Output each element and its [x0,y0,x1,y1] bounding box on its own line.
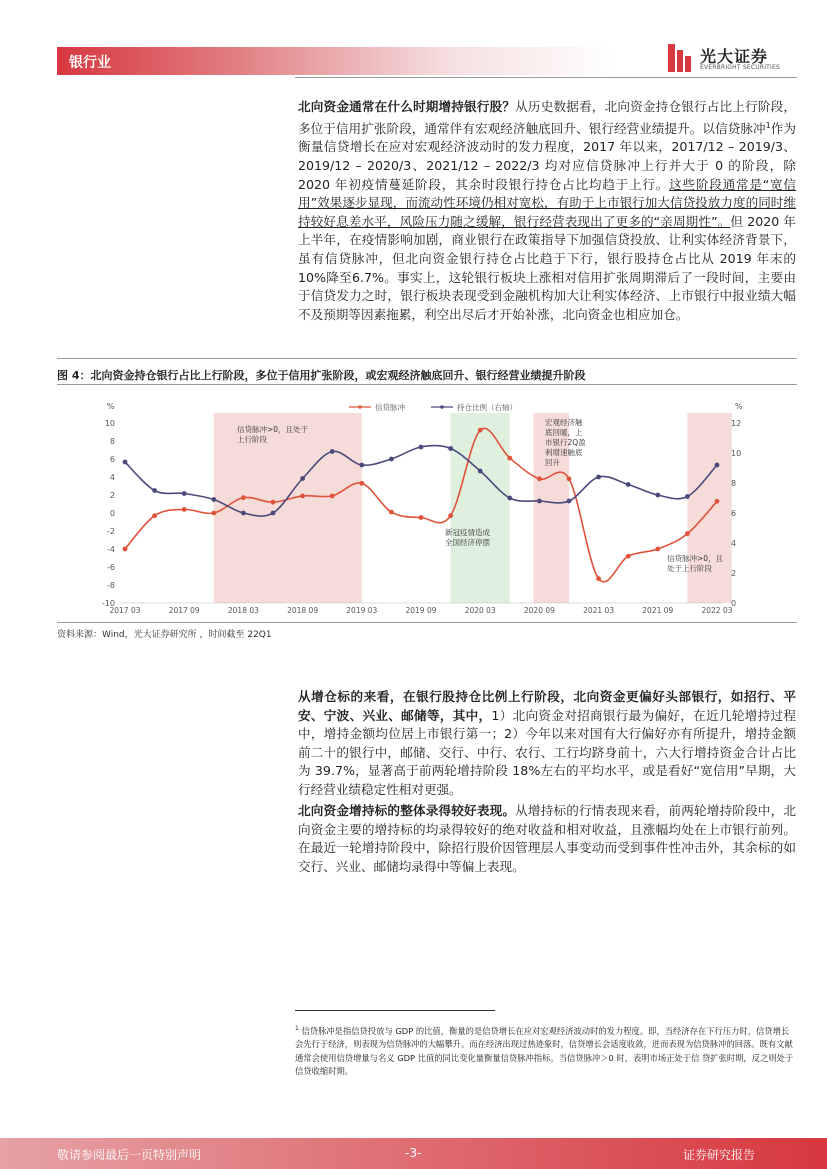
line-chart [87,395,767,620]
series-point-0 [596,576,601,581]
shaded-range-3 [687,413,731,603]
paragraph-1-text-a: 从历史数据看，北向资金持仓银行占比上行阶段，多位于信用扩张阶段，通常伴有宏观经济触底回升、银行经营业绩提升。以信贷脉冲 [298,99,797,136]
figure-source: 资料来源：Wind，光大证券研究所 ，时间截至 22Q1 [57,630,272,640]
legend-marker-1 [440,405,444,409]
brand-logo [668,42,788,76]
figure-title: 图 4：北向资金持仓银行占比上行阶段，多位于信用扩张阶段，或宏观经济触底回升、银行经营业绩提升阶段 [57,369,586,382]
brand-name: 光大证券 [700,47,769,66]
shaded-ranges [214,413,732,603]
x-tick-label: 2021 09 [642,606,674,615]
annotation-0: 信贷脉冲>0，且处于上行阶段 [237,425,309,444]
left-tick-label: 4 [109,473,115,482]
paragraph-1-text-c: 但 2020 年上半年，在疫情影响加剧，商业银行在政策指导下加强信贷投放、让利实体经济背景下，虽有信贷脉冲，但北向资金银行持仓占比趋于下行，银行股持仓占比从 2019 年末的 10%降至6.7%。事实上，这轮银行板块上涨相对信用扩张周期滞后了一段时间，主要由于信贷发力之时，银行板块表现受到金融机构加大让利实体经济、上市银行中报业绩大幅不及预期等因素拖累，利空出尽后才开始补涨，北向资金也相应加仓。 [298,213,796,322]
annotation-3: 信贷脉冲>0，且处于上行阶段 [667,554,724,573]
series-point-0 [567,476,572,481]
series-point-1 [271,511,276,516]
x-tick-label: 2017 09 [168,606,200,615]
section-title: 银行业 [69,55,111,71]
x-tick-label: 2020 09 [523,606,555,615]
series-point-1 [211,497,216,502]
x-tick-label: 2019 09 [405,606,437,615]
legend-label-0: 信贷脉冲 [375,403,405,412]
legend-label-1: 持仓比例（右轴） [457,403,517,412]
series-point-0 [537,476,542,481]
left-tick-label: -10 [101,599,115,608]
series-point-0 [359,481,364,486]
left-tick-label: 10 [104,419,115,428]
series-point-0 [300,494,305,499]
paragraph-3-text: 从增持标的行情表现来看，前两轮增持阶段中，北向资金主要的增持标的均录得较好的绝对收益和相对收益，且涨幅均处在上市银行前列。在最近一轮增持阶段中，除招行股价因管理层人事变动而受到事件性冲击外，其余标的如交行、兴业、邮储均录得中等偏上表现。 [298,803,797,874]
series-point-0 [152,513,157,518]
series-point-1 [241,511,246,516]
chart-series [123,428,720,582]
x-tick-label: 2018 09 [287,606,319,615]
paragraph-1 [298,98,796,324]
footer-bar [0,1138,827,1169]
right-tick-label: 12 [731,419,742,428]
series-point-0 [211,511,216,516]
series-point-0 [715,499,720,504]
series-point-0 [448,513,453,518]
paragraph-3-lead: 北向资金增持标的整体录得较好表现。 [298,803,516,818]
page-number: -3- [405,1146,422,1160]
paragraph-3 [298,802,796,876]
paragraph-1-underlined: 这些阶段通常是“宽信用”效果逐步显现，而流动性环境仍相对宽松，有助于上市银行加大信贷投放力度的同时维持较好息差水平，风险压力随之缓解，银行经营表现出了更多的“亲周期性”。 [298,176,796,229]
series-point-1 [596,475,601,480]
series-point-1 [537,499,542,504]
left-tick-label: -4 [107,545,115,554]
series-point-1 [300,476,305,481]
right-axis-unit: % [735,402,743,411]
figure-title-rule [57,384,797,385]
series-point-1 [152,488,157,493]
left-tick-label: -2 [107,527,115,536]
footnote-ref: 1 [765,120,771,130]
x-tick-label: 2020 03 [464,606,496,615]
series-point-0 [507,456,512,461]
series-point-0 [123,547,128,552]
paragraph-2-text: 1）北向资金对招商银行最为偏好，在近几轮增持过程中，增持金额均位居上市银行第一；2）今年以来对国有大行偏好亦有所提升，增持金额前二十的银行中，邮储、交行、中行、农行、工行均跻身前十，六大行增持资金合计占比为 39.7%，显著高于前两轮增持阶段 18%左右的平均水平，或是看好“宽信用”早期，大行经营业绩稳定性相对更强。 [298,707,797,797]
series-point-0 [271,500,276,505]
series-point-0 [655,547,660,552]
right-tick-label: 4 [731,539,737,548]
right-tick-label: 0 [731,599,737,608]
left-tick-label: 2 [109,491,115,500]
series-point-0 [626,554,631,559]
figure-top-rule [57,358,797,359]
header-banner [57,47,617,75]
series-point-1 [359,463,364,468]
series-point-0 [685,531,690,536]
series-point-0 [182,507,187,512]
x-tick-label: 2021 03 [583,606,615,615]
shaded-range-0 [214,413,362,603]
series-point-1 [685,494,690,499]
left-tick-label: -6 [107,563,115,572]
series-point-1 [123,460,128,465]
shaded-range-1 [451,413,510,603]
series-point-0 [389,510,394,515]
series-point-0 [478,428,483,433]
x-tick-label: 2019 03 [346,606,378,615]
paragraph-2-lead: 从增仓标的来看，在银行股持仓比例上行阶段，北向资金更偏好头部银行，如招行、平安、宁波、兴业、邮储等，其中， [298,689,796,723]
figure-bottom-rule [57,622,797,623]
chart-axes [102,402,743,615]
paragraph-2 [298,688,796,800]
series-point-1 [507,496,512,501]
series-point-0 [330,494,335,499]
paragraph-1-lead: 北向资金通常在什么时期增持银行股？ [298,99,516,114]
left-axis-unit: % [107,402,115,411]
footnote-rule [295,1010,495,1011]
series-point-1 [715,463,720,468]
series-point-1 [389,457,394,462]
footer-report-type: 证券研究报告 [683,1148,756,1162]
series-point-0 [241,495,246,500]
right-tick-label: 8 [731,479,737,488]
left-tick-label: 6 [109,455,115,464]
footnote [295,1022,795,1079]
right-tick-label: 10 [731,449,742,458]
header-rule [295,77,797,78]
footnote-text: 信贷脉冲是指信贷投放与 GDP 的比值，衡量的是信贷增长在应对宏观经济波动时的发力程度。即，当经济存在下行压力时，信贷增长会先行于经济，则表现为信贷脉冲的大幅攀升。而在经济出现过热迹象时，信贷增长会适度收敛，进而表现为信贷脉冲的回落。既有文献通常会使用信贷增量与名义 GDP 比值的同比变化量衡量信贷脉冲指标。当信贷脉冲＞0 时，表明市场正处于信 贷扩张时期，反之则处于信贷收缩时期。 [295,1025,794,1077]
chart-legend [349,402,517,412]
x-tick-label: 2017 03 [109,606,141,615]
left-tick-label: -8 [107,581,115,590]
paragraph-1-text-b: 作为衡量信贷增长在应对宏观经济波动时的发力程度，2017 年以来，2017/12 – 2019/3、2019/12 – 2020/3、2021/12 – 2022/3 均对应信贷脉冲上行并大于 0 的阶段，除 2020 年初疫情蔓延阶段，其余时段银行持仓占比均趋于上行。 [298,120,797,192]
series-point-1 [330,449,335,454]
series-point-1 [419,445,424,450]
left-tick-label: 8 [109,437,115,446]
series-point-1 [626,482,631,487]
series-point-0 [419,515,424,520]
x-tick-label: 2018 03 [227,606,259,615]
right-tick-label: 2 [731,569,737,578]
legend-marker-0 [358,405,362,409]
footer-disclaimer: 敬请参阅最后一页特别声明 [57,1148,202,1162]
series-point-1 [182,491,187,496]
left-tick-label: 0 [109,509,115,518]
x-tick-label: 2022 03 [701,606,733,615]
brand-subtitle: EVERBRIGHT SECURITIES [700,64,780,71]
series-point-1 [478,469,483,474]
annotation-2: 宏观经济触底回暖，上市银行2Q盈利增速触底回升 [545,418,586,467]
annotation-1: 新冠疫情造成全国经济停摆 [445,528,490,547]
series-point-1 [655,493,660,498]
footnote-number: 1 [295,1025,299,1032]
right-tick-label: 6 [731,509,737,518]
brand-mark-icon [668,44,692,72]
series-point-1 [567,499,572,504]
series-point-1 [448,446,453,451]
